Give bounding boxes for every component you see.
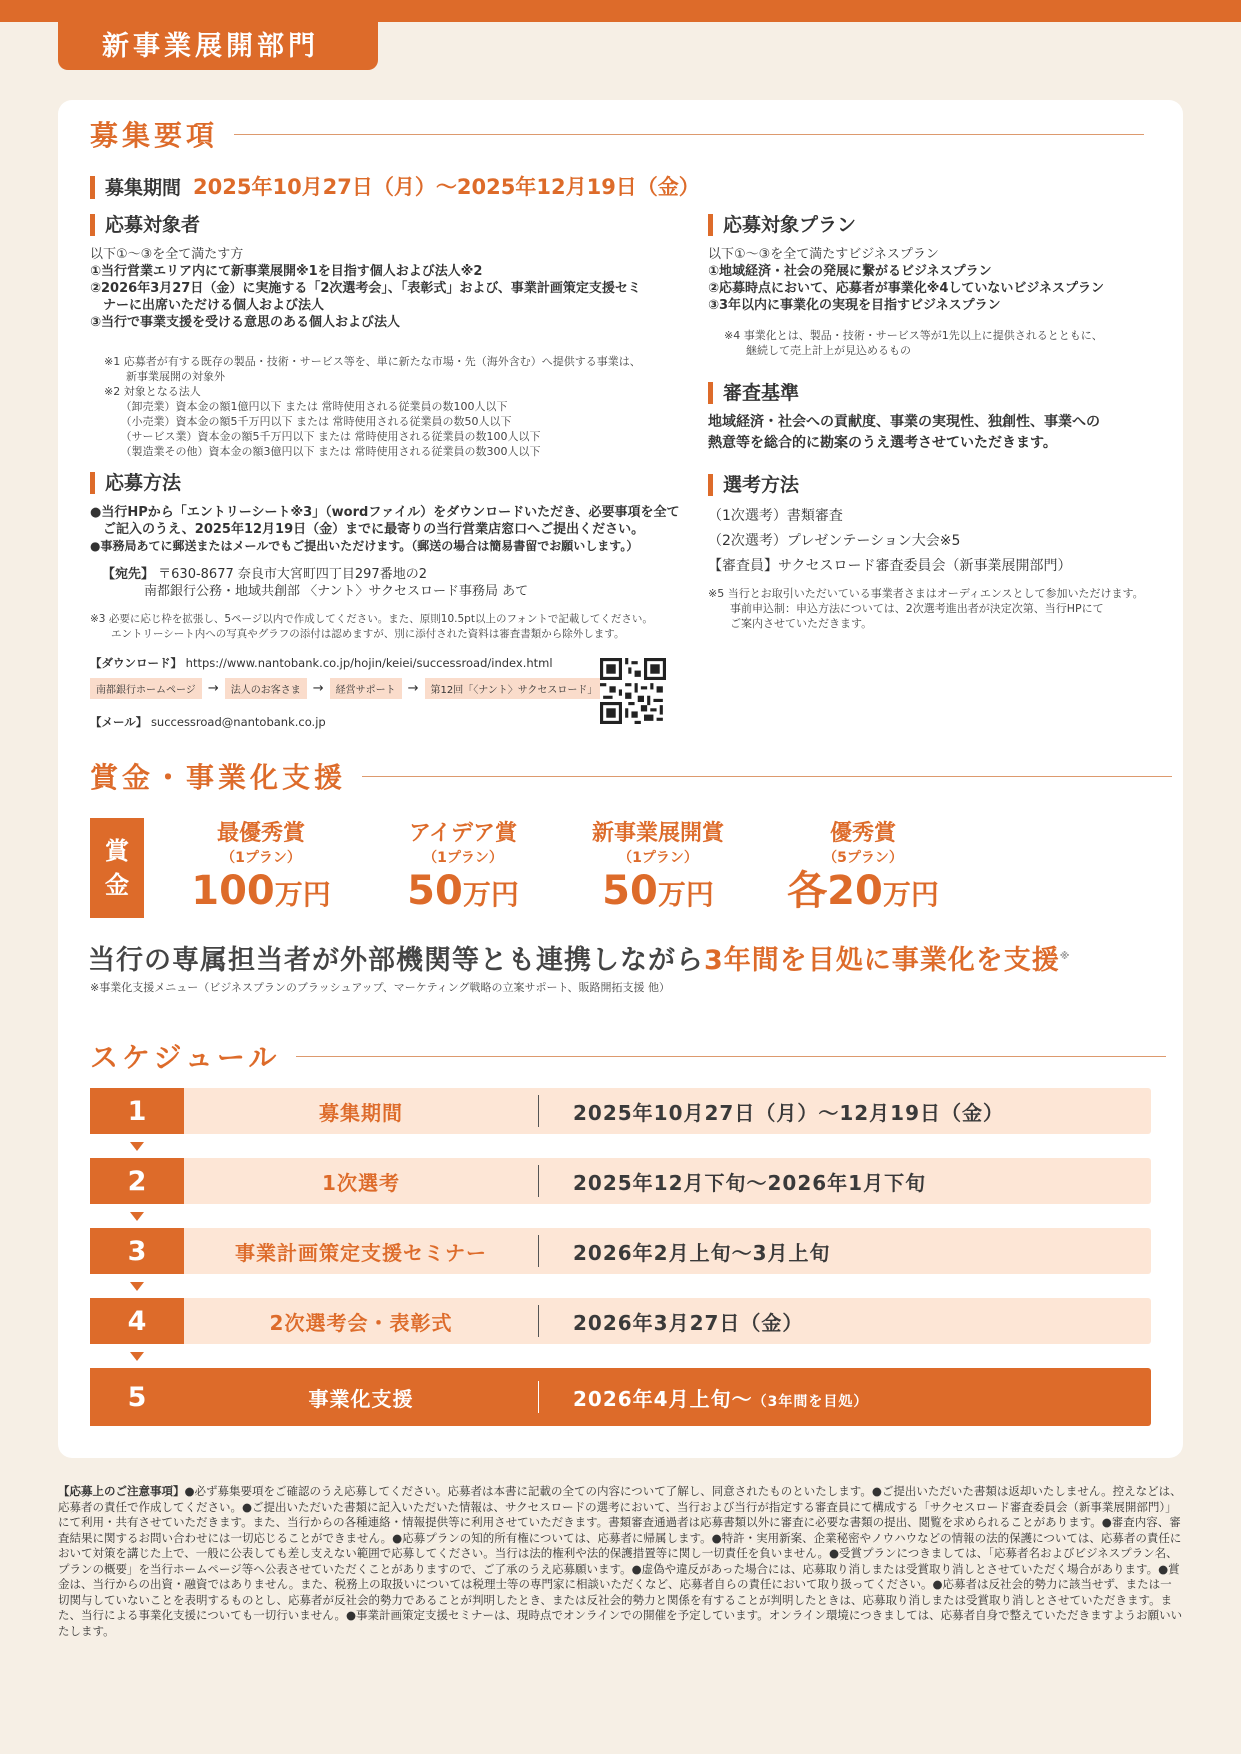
method-line: ●事務局あてに郵送またはメールでもご提出いただけます。（郵送の場合は簡易書留でお願いします。） (90, 539, 639, 553)
schedule-title-text: スケジュール (90, 1041, 281, 1074)
step-number: 1 (90, 1088, 184, 1134)
eligible-note: （卸売業）資本金の額1億円以下 または 常時使用される従業員の数100人以下 (104, 400, 508, 413)
triangle-down-icon (130, 1282, 144, 1291)
step-date-text: 2025年10月27日（月）～12月19日（金） (573, 1100, 1004, 1125)
prize-badge-char: 金 (105, 871, 129, 899)
eligible-note: ※2 対象となる法人 (104, 385, 201, 398)
step-date-extra: （3年間を目処） (752, 1393, 869, 1410)
note-3 (90, 612, 680, 642)
address-line-2: 南都銀行公務・地域共創部 〈ナント〉サクセスロード事務局 あて (144, 584, 529, 599)
selection-note: 事前申込制：申込方法については、2次選考進出者が決定次第、当行HPにて (708, 602, 1104, 615)
step-number: 5 (90, 1368, 184, 1426)
triangle-down-icon (130, 1352, 144, 1361)
period-heading (90, 176, 700, 199)
selection-line: （1次選考）書類審査 (708, 508, 843, 524)
arrow-right-icon: → (207, 681, 219, 696)
eligible-intro: 以下①～③を全て満たす方 (90, 247, 244, 262)
schedule-row (90, 1228, 1151, 1274)
prize-count: （1プラン） (618, 850, 698, 866)
mail-address[interactable]: successroad@nantobank.co.jp (150, 715, 326, 729)
prize-badge (90, 818, 144, 918)
selection-block (708, 504, 1168, 579)
support-highlight: 3年間を目処に事業化を支援 (704, 945, 1060, 976)
crumb-item: 第12回「〈ナント〉サクセスロード」 (425, 678, 604, 699)
prize-name: 優秀賞 (829, 821, 896, 846)
breadcrumb (90, 678, 603, 699)
prize-amount (378, 868, 548, 918)
period-label: 募集期間 (105, 177, 182, 199)
selection-line: （2次選考）プレゼンテーション大会※5 (708, 533, 961, 549)
download-url[interactable]: https://www.nantobank.co.jp/hojin/keiei/successroad/index.html (185, 656, 553, 670)
prize-unit: 万円 (274, 878, 331, 911)
eligible-note: （サービス業）資本金の額5千万円以下 または 常時使用される従業員の数100人以下 (104, 430, 541, 443)
eligible-item: ①当行営業エリア内にて新事業展開※1を目指す個人および法人※2 (90, 264, 483, 279)
step-label: 2次選考会・表彰式 (269, 1310, 453, 1335)
selection-note: ※5 当行とお取引いただいている事業者さまはオーディエンスとして参加いただけます。 (708, 587, 1144, 600)
arrow-right-icon: → (312, 681, 324, 696)
plan-heading: 応募対象プラン (708, 214, 856, 236)
criteria-line: 地域経済・社会への貢献度、事業の実現性、独創性、事業への (708, 414, 1100, 430)
schedule-title (90, 1036, 1166, 1076)
title-rule (234, 134, 1144, 135)
note-3-line: ※3 必要に応じ枠を拡張し、5ページ以内で作成してください。また、原則10.5pt以上のフォントで記載してください。 (90, 613, 653, 625)
recruit-title-text: 募集要項 (90, 119, 219, 152)
crumb-item: 法人のお客さま (225, 678, 307, 699)
prize-count: （1プラン） (221, 850, 301, 866)
method-line: ●当行HPから「エントリーシート※3」（wordファイル）をダウンロードいただき、必要事項を全て (90, 505, 680, 520)
content-card (58, 100, 1183, 1458)
step-date (539, 1383, 868, 1412)
recruit-title (90, 114, 1144, 154)
mail-label: 【メール】 (90, 715, 148, 729)
prize-value: 20 (827, 868, 883, 914)
prize-unit: 万円 (462, 878, 519, 911)
selection-notes (708, 586, 1168, 631)
footnote-label: 【応募上のご注意事項】 (58, 1484, 185, 1498)
address-label: 【宛先】 (102, 567, 155, 582)
download-line (90, 655, 553, 672)
arrow-right-icon: → (407, 681, 419, 696)
note-3-line: エントリーシート内への写真やグラフの添付は認めますが、別に添付された資料は審査書類から除外します。 (90, 628, 625, 640)
prize-count: （1プラン） (423, 850, 503, 866)
method-line: ご記入のうえ、2025年12月19日（金）までに最寄りの当行営業店窓口へご提出ください。 (90, 522, 645, 537)
plan-item: ②応募時点において、応募者が事業化※4していないビジネスプラン (708, 281, 1105, 296)
download-label: 【ダウンロード】 (90, 656, 182, 670)
prize-name: アイデア賞 (408, 821, 518, 846)
support-note: ※事業化支援メニュー（ビジネスプランのブラッシュアップ、マーケティング戦略の立案サポート、販路開拓支援 他） (90, 981, 670, 994)
step-date (539, 1167, 926, 1196)
prize-title (90, 756, 1172, 796)
eligible-heading: 応募対象者 (90, 214, 200, 236)
method-heading: 応募方法 (90, 472, 181, 494)
eligible-item: ③当行で事業支援を受ける意思のある個人および法人 (90, 315, 401, 330)
title-rule (362, 776, 1172, 777)
plan-item: ③3年以内に事業化の実現を目指すビジネスプラン (708, 298, 1001, 313)
prize-item (768, 820, 958, 918)
eligible-note: 新事業展開の対象外 (104, 370, 225, 383)
step-date-text: 2026年4月上旬～ (573, 1386, 753, 1411)
crumb-item: 経営サポート (330, 678, 402, 699)
plan-item: ①地域経済・社会の発展に繋がるビジネスプラン (708, 264, 992, 279)
plan-note: ※4 事業化とは、製品・技術・サービス等が1先以上に提供されるとともに、 (724, 329, 1103, 342)
support-mark: ※ (1059, 951, 1071, 962)
eligible-note: （小売業）資本金の額5千万円以下 または 常時使用される従業員の数50人以下 (104, 415, 512, 428)
prize-amount (568, 868, 748, 918)
prize-amount (166, 868, 356, 918)
plan-note: 継続して売上計上が見込めるもの (724, 344, 911, 357)
schedule-row (90, 1298, 1151, 1344)
step-date-text: 2026年3月27日（金） (573, 1310, 804, 1335)
eligible-item: ナーに出席いただける個人および法人 (90, 298, 325, 313)
eligible-block (90, 246, 650, 331)
title-rule (296, 1056, 1166, 1057)
eligible-note: （製造業その他）資本金の額3億円以下 または 常時使用される従業員の数300人以下 (104, 445, 541, 458)
prize-unit: 万円 (657, 878, 714, 911)
prize-amount (768, 868, 958, 918)
prize-value: 100 (191, 868, 275, 914)
step-date (539, 1307, 803, 1336)
prize-prefix: 各 (787, 868, 828, 914)
criteria-heading: 審査基準 (708, 382, 799, 404)
method-block (90, 504, 680, 555)
address-line: 〒630-8677 奈良市大宮町四丁目297番地の2 (158, 567, 427, 582)
prize-badge-char: 賞 (105, 837, 129, 865)
footnote-text: ●必ず募集要項をご確認のうえ応募してください。応募者は本書に記載の全ての内容について了解し、同意されたものといたします。●ご提出いただいた書類は返却いたしません。控えなどは、応募者の責任で作成してください。●ご提出いただいた書類に記入いただいた情報は、サクセスロードの選考において、当行および当行が指定する審査員にて構成する「サクセスロード審査委員会（新事業展開部門）」にて利用・共有させていただきます。また、当行からの各種連絡・情報提供等に利用させていただきます。書類審査通過者は応募書類以外に審査に必要な書類の提出、閲覧を求められることがあります。●審査内容、審査結果に関するお問い合わせには一切応じることができません。●応募プランの知的所有権については、応募者に帰属します。●特許・実用新案、企業秘密やノウハウなどの情報の法的保護については、応募者の責任において対策を講じた上で、一般に公表しても差し支えない範囲で応募してください。当行は法的権利や法的保護措置等に関し一切責任を負いません。●受賞プランにつきましては、「応募者名およびビジネスプラン名、プランの概要」を当行ホームページ等へ公表させていただくことがありますので、ご了承のうえ応募願います。●虚偽や違反があった場合には、応募取り消しまたは受賞取り消しとさせていただく場合があります。●賞金は、当行からの出資・融資ではありません。また、税務上の取扱いについては税理士等の専門家に相談いただくなど、応募者自らの責任において取り扱ってください。●応募者は反社会的勢力に該当せず、または一切関与していないことを表明するものとし、応募者が反社会的勢力であることが判明したとき、または反社会的勢力と関係を有することが判明したときは、応募取り消しまたは受賞取り消しとさせていただきます。また、当行による事業化支援についても一切行いません。●事業計画策定支援セミナーは、現時点でオンラインでの開催を予定しています。オンライン環境につきましては、応募者自身で整えていただきますようお願いいたします。 (58, 1484, 1183, 1638)
schedule-row (90, 1158, 1151, 1204)
step-number: 3 (90, 1228, 184, 1274)
period-value: 2025年10月27日（月）～2025年12月19日（金） (193, 175, 700, 199)
plan-block (708, 246, 1168, 314)
step-date (539, 1237, 831, 1266)
selection-line: 【審査員】サクセスロード審査委員会（新事業展開部門） (708, 558, 1072, 574)
selection-heading: 選考方法 (708, 474, 799, 496)
prize-title-text: 賞金・事業化支援 (90, 761, 347, 794)
prize-item (378, 820, 548, 918)
triangle-down-icon (130, 1142, 144, 1151)
support-text: 当行の専属担当者が外部機関等とも連携しながら (88, 945, 704, 976)
dept-tab: 新事業展開部門 (58, 0, 378, 70)
step-date (539, 1097, 1004, 1126)
plan-intro: 以下①～③を全て満たすビジネスプラン (708, 247, 939, 262)
address-block (102, 566, 662, 600)
prize-item (568, 820, 748, 918)
crumb-item: 南都銀行ホームページ (90, 678, 202, 699)
schedule-row (90, 1368, 1151, 1426)
step-date-text: 2026年2月上旬～3月上旬 (573, 1240, 831, 1265)
support-headline (88, 938, 1071, 977)
step-date-text: 2025年12月下旬～2026年1月下旬 (573, 1170, 927, 1195)
prize-value: 50 (602, 868, 658, 914)
prize-unit: 万円 (882, 878, 939, 911)
schedule-row (90, 1088, 1151, 1134)
step-label: 募集期間 (319, 1100, 403, 1125)
eligible-note: ※1 応募者が有する既存の製品・技術・サービス等を、単に新たな市場・先（海外含む）へ提供する事業は、 (104, 355, 641, 368)
selection-note: ご案内させていただきます。 (708, 617, 873, 630)
criteria-block (708, 412, 1168, 454)
footnote (58, 1484, 1183, 1639)
step-number: 4 (90, 1298, 184, 1344)
eligible-item: ②2026年3月27日（金）に実施する「2次選考会」、「表彰式」および、事業計画策定支援セミ (90, 281, 641, 296)
plan-notes (724, 328, 1164, 358)
prize-name: 新事業展開賞 (591, 821, 724, 846)
triangle-down-icon (130, 1212, 144, 1221)
step-label: 事業計画策定支援セミナー (235, 1240, 487, 1265)
step-label: 1次選考 (322, 1170, 400, 1195)
qr-code-icon[interactable] (600, 658, 666, 724)
prize-count: （5プラン） (823, 850, 903, 866)
step-number: 2 (90, 1158, 184, 1204)
criteria-line: 熱意等を総合的に勘案のうえ選考させていただきます。 (708, 435, 1057, 451)
prize-item (166, 820, 356, 918)
prize-value: 50 (407, 868, 463, 914)
eligible-notes (104, 354, 664, 459)
step-label: 事業化支援 (308, 1386, 414, 1411)
mail-line (90, 714, 326, 731)
prize-name: 最優秀賞 (216, 821, 305, 846)
